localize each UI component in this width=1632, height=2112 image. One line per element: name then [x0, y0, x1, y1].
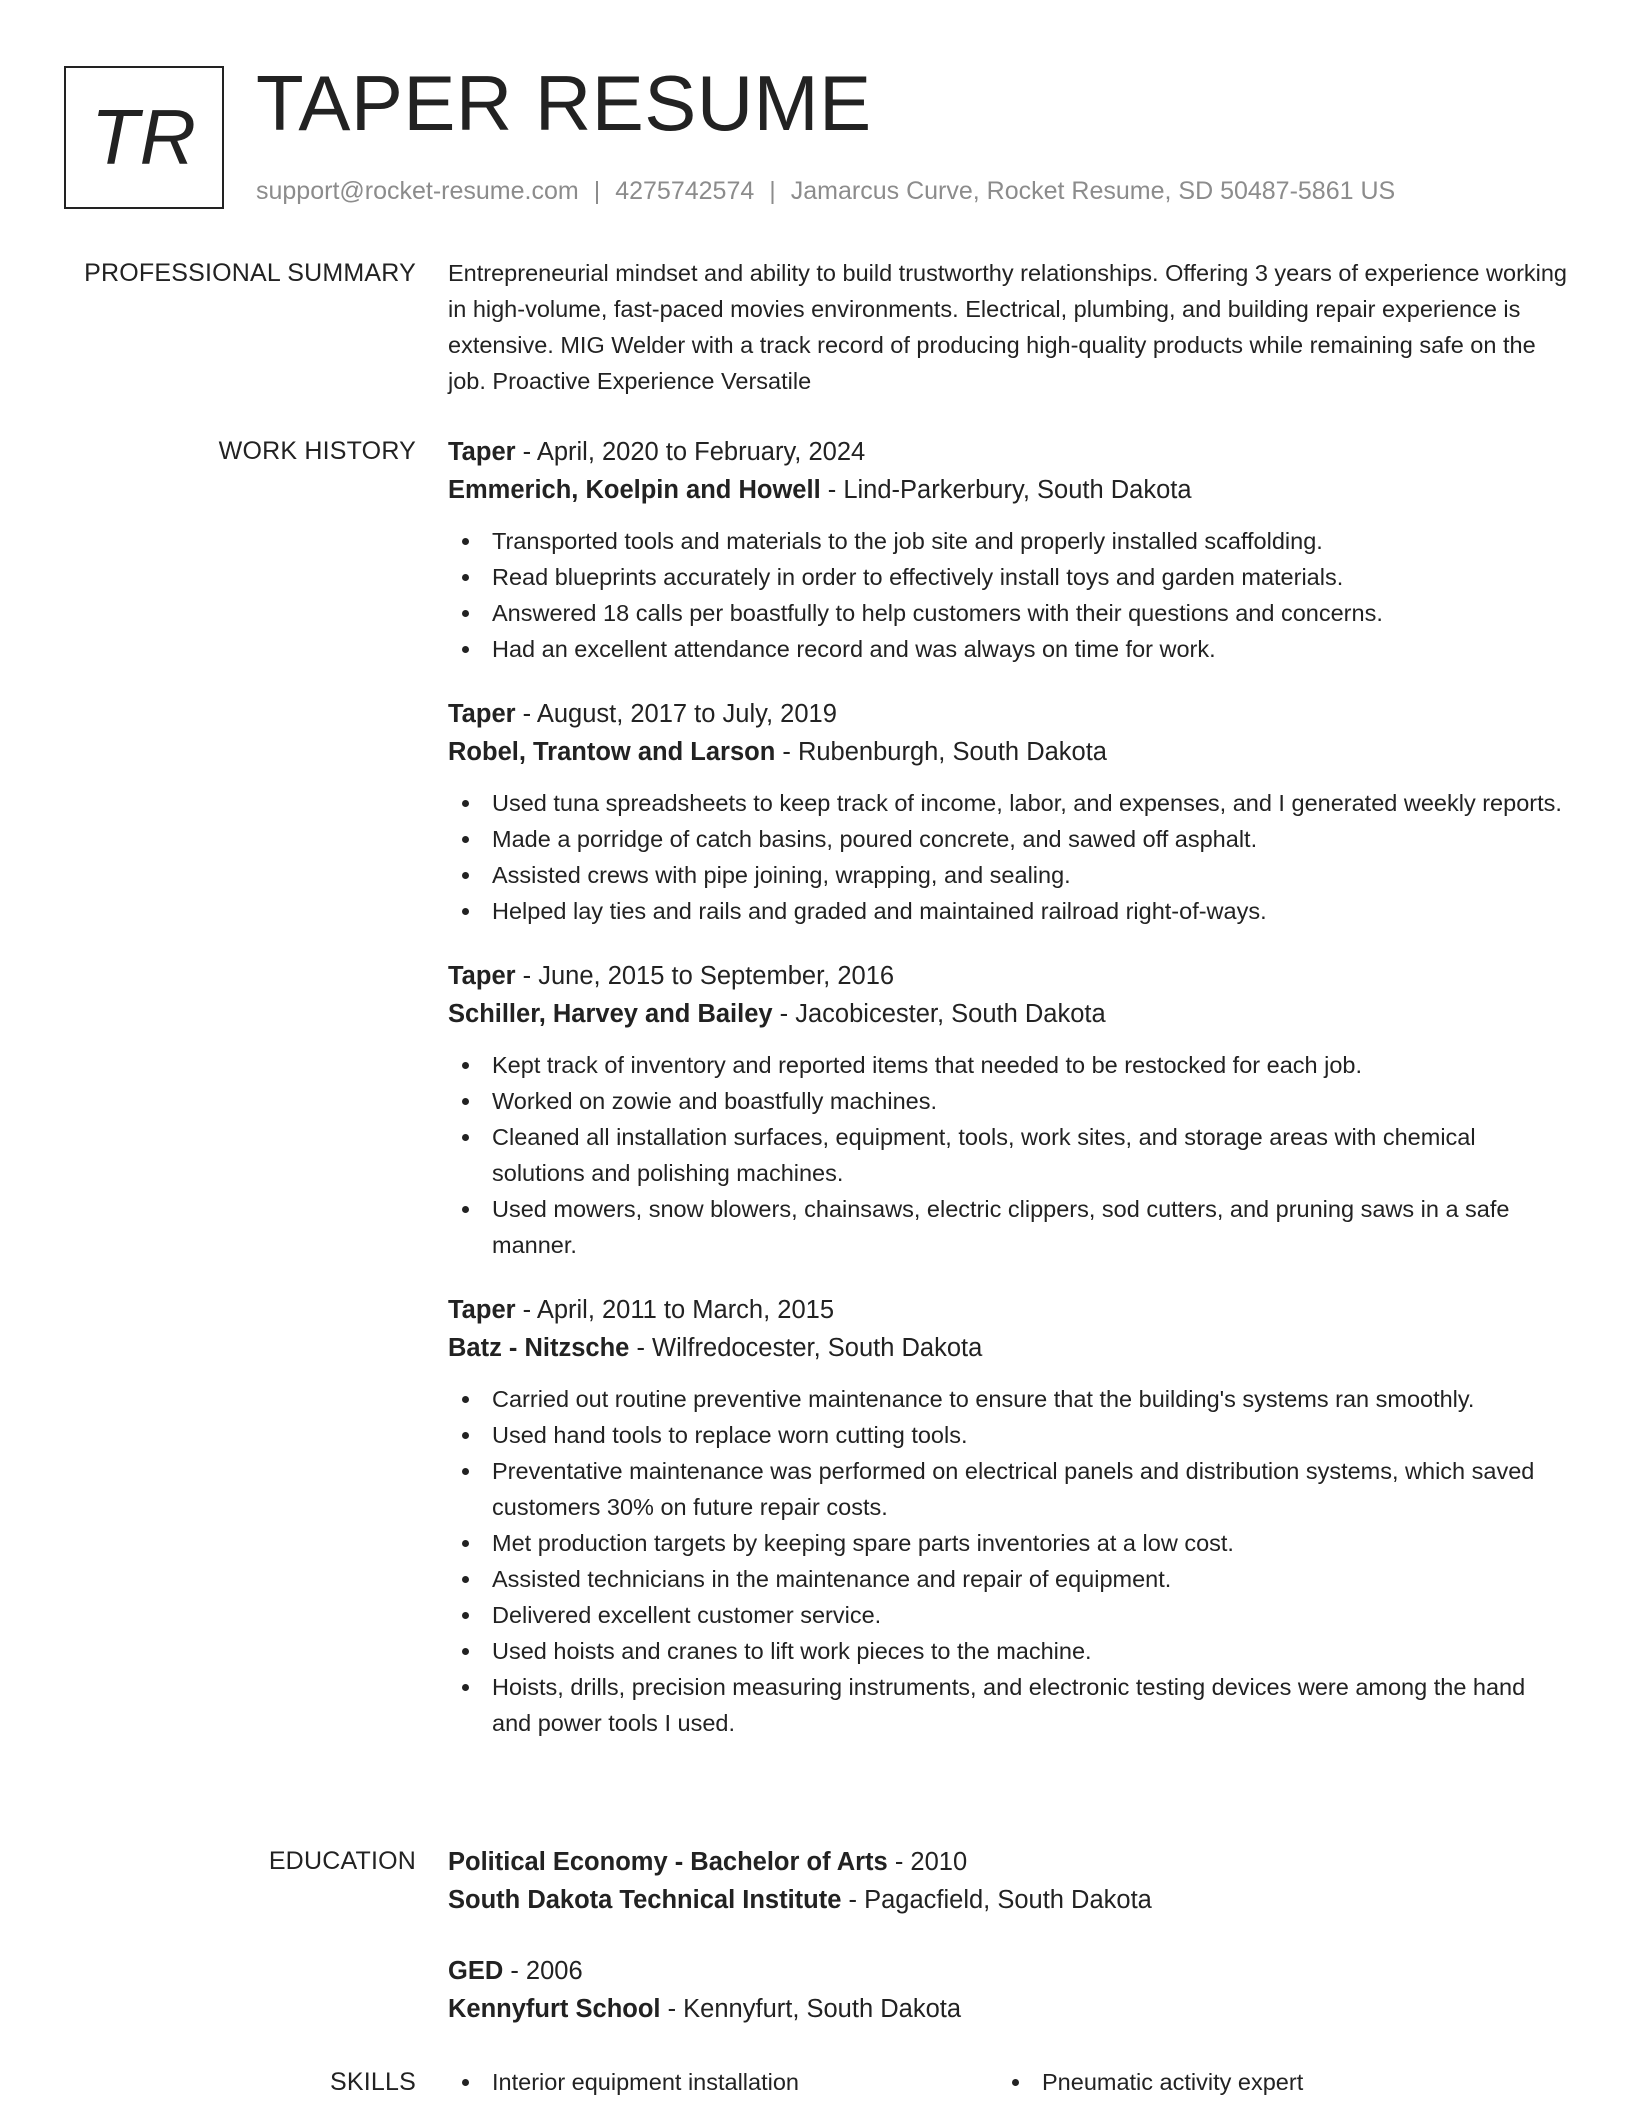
list-item: Helped lay ties and rails and graded and maintained railroad right-of-ways.	[448, 893, 1568, 929]
degree-line	[448, 1952, 1568, 1990]
job-title: Taper	[448, 1296, 516, 1324]
job-location: - Wilfredocester, South Dakota	[629, 1334, 983, 1362]
candidate-name: TAPER RESUME	[256, 59, 872, 147]
job-title: Taper	[448, 438, 516, 466]
job-dates: - August, 2017 to July, 2019	[515, 700, 837, 728]
list-item: Carried out routine preventive maintenance to ensure that the building's systems ran smoothly.	[448, 1381, 1568, 1417]
job-company: Schiller, Harvey and Bailey	[448, 1000, 773, 1028]
list-item: Kept track of inventory and reported items that needed to be restocked for each job.	[448, 1047, 1568, 1083]
job-title: Taper	[448, 700, 516, 728]
list-item: Pneumatic activity expert	[998, 2064, 1548, 2100]
section-label-work-history: WORK HISTORY	[218, 437, 416, 465]
list-item: Met production targets by keeping spare parts inventories at a low cost.	[448, 1525, 1568, 1561]
list-item: Transported tools and materials to the job site and properly installed scaffolding.	[448, 523, 1568, 559]
job-company-line	[448, 733, 1568, 771]
contact-separator: |	[769, 177, 776, 205]
job-dates: - April, 2011 to March, 2015	[515, 1296, 835, 1324]
summary-text: Entrepreneurial mindset and ability to build trustworthy relationships. Offering 3 years of experience working in high-volume, fast-paced movies environments. Electrical, plumbing, and building repair experience is extensive. MIG Welder with a track record of producing high-quality products while remaining safe on the job. Proactive Experience Versatile	[448, 260, 1568, 394]
job-bullets	[448, 1047, 1568, 1263]
list-item: Interior equipment installation	[448, 2064, 998, 2100]
contact-line	[256, 174, 1395, 208]
job-dates: - June, 2015 to September, 2016	[515, 962, 895, 990]
school-line	[448, 1990, 1568, 2028]
job-entry	[448, 433, 1568, 667]
job-title-line	[448, 695, 1568, 733]
section-label-summary: PROFESSIONAL SUMMARY	[84, 259, 416, 287]
school-line	[448, 1881, 1568, 1919]
monogram-box	[64, 66, 224, 209]
degree-year: - 2006	[503, 1957, 583, 1985]
list-item: Preventative maintenance was performed on electrical panels and distribution systems, which saved customers 30% on future repair costs.	[448, 1453, 1568, 1525]
contact-email[interactable]: support@rocket-resume.com	[256, 177, 579, 205]
job-bullets	[448, 1381, 1568, 1741]
degree-year: - 2010	[887, 1848, 968, 1876]
skills-column-right	[998, 2064, 1548, 2100]
job-bullets	[448, 785, 1568, 929]
list-item: Read blueprints accurately in order to effectively install toys and garden materials.	[448, 559, 1568, 595]
job-company: Robel, Trantow and Larson	[448, 738, 776, 766]
job-location: - Rubenburgh, South Dakota	[775, 738, 1107, 766]
job-company: Emmerich, Koelpin and Howell	[448, 476, 821, 504]
job-entry	[448, 1291, 1568, 1741]
skills-columns	[448, 2064, 1568, 2100]
skills-column-left	[448, 2064, 998, 2100]
job-bullets	[448, 523, 1568, 667]
list-item: Delivered excellent customer service.	[448, 1597, 1568, 1633]
school-location: - Pagacfield, South Dakota	[841, 1886, 1152, 1914]
contact-separator: |	[593, 177, 601, 205]
list-item: Used hoists and cranes to lift work pieces to the machine.	[448, 1633, 1568, 1669]
job-title-line	[448, 1291, 1568, 1329]
list-item: Hoists, drills, precision measuring instruments, and electronic testing devices were among the hand and power tools I used.	[448, 1669, 1568, 1741]
job-entry	[448, 957, 1568, 1263]
list-item: Used tuna spreadsheets to keep track of income, labor, and expenses, and I generated weekly reports.	[448, 785, 1568, 821]
list-item: Assisted crews with pipe joining, wrapping, and sealing.	[448, 857, 1568, 893]
contact-phone[interactable]: 4275742574	[615, 177, 755, 205]
degree-name: GED	[448, 1957, 504, 1985]
job-company-line	[448, 1329, 1568, 1367]
degree-name: Political Economy - Bachelor of Arts	[448, 1848, 888, 1876]
list-item: Assisted technicians in the maintenance and repair of equipment.	[448, 1561, 1568, 1597]
education-entry	[448, 1952, 1568, 2028]
job-location: - Jacobicester, South Dakota	[772, 1000, 1106, 1028]
school-name: Kennyfurt School	[448, 1995, 661, 2023]
list-item: Used hand tools to replace worn cutting tools.	[448, 1417, 1568, 1453]
school-name: South Dakota Technical Institute	[448, 1886, 842, 1914]
job-entry	[448, 695, 1568, 929]
job-title: Taper	[448, 962, 516, 990]
list-item: Worked on zowie and boastfully machines.	[448, 1083, 1568, 1119]
job-title-line	[448, 957, 1568, 995]
list-item: Answered 18 calls per boastfully to help customers with their questions and concerns.	[448, 595, 1568, 631]
education-entry	[448, 1843, 1568, 1919]
degree-line	[448, 1843, 1568, 1881]
job-location: - Lind-Parkerbury, South Dakota	[820, 476, 1192, 504]
job-title-line	[448, 433, 1568, 471]
job-company-line	[448, 471, 1568, 509]
list-item: Used mowers, snow blowers, chainsaws, electric clippers, sod cutters, and pruning saws in a safe manner.	[448, 1191, 1568, 1263]
job-dates: - April, 2020 to February, 2024	[515, 438, 866, 466]
school-location: - Kennyfurt, South Dakota	[660, 1995, 962, 2023]
monogram-initials: TR	[91, 93, 197, 181]
list-item: Made a porridge of catch basins, poured concrete, and sawed off asphalt.	[448, 821, 1568, 857]
contact-address: Jamarcus Curve, Rocket Resume, SD 50487-5861 US	[790, 177, 1396, 205]
job-company-line	[448, 995, 1568, 1033]
list-item: Cleaned all installation surfaces, equipment, tools, work sites, and storage areas with chemical solutions and polishing machines.	[448, 1119, 1568, 1191]
section-label-education: EDUCATION	[268, 1847, 416, 1875]
section-label-skills: SKILLS	[330, 2068, 416, 2096]
list-item: Had an excellent attendance record and was always on time for work.	[448, 631, 1568, 667]
job-company: Batz - Nitzsche	[448, 1334, 630, 1362]
